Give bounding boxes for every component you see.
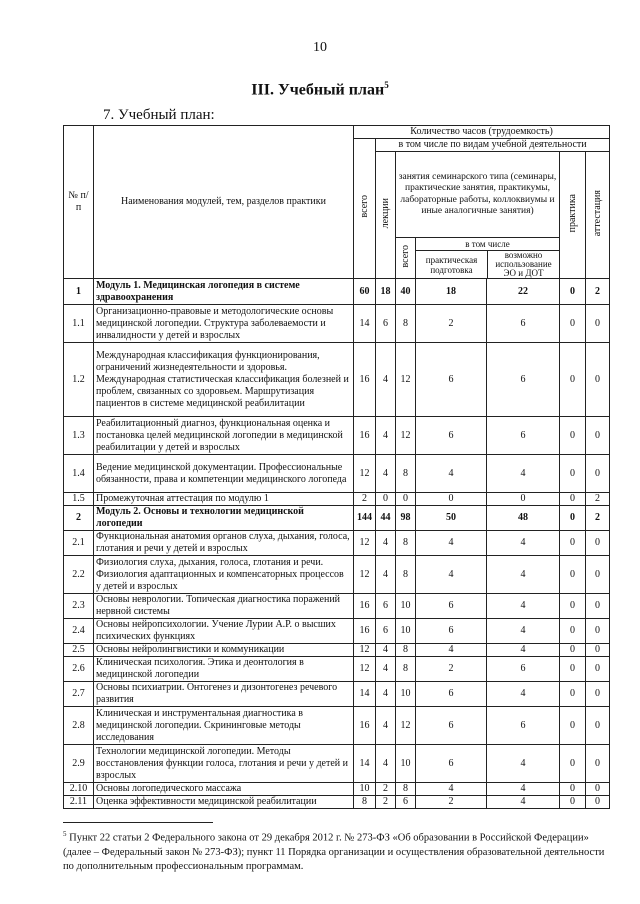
cell-total: 12 [354,657,376,682]
cell-name: Основы логопедического массажа [94,783,354,796]
page-number: 10 [313,40,327,55]
cell-num: 2 [64,506,94,531]
cell-pp: 4 [416,644,487,657]
table-row [64,707,610,745]
header-seminar: занятия семинарского типа (семинары, практические занятия, практикумы, лабораторные работы, коллоквиумы и иные аналогичные занятия) [396,152,560,238]
cell-sem: 12 [396,707,416,745]
cell-pr: 0 [560,531,586,556]
cell-total: 2 [354,493,376,506]
header-eo-dot: возможно использование ЭО и ДОТ [495,250,552,278]
cell-att: 0 [586,455,610,493]
cell-sem: 8 [396,657,416,682]
cell-total: 14 [354,745,376,783]
cell-lect: 4 [376,745,396,783]
table-row [64,305,610,343]
table-row [64,644,610,657]
cell-name: Клиническая и инструментальная диагностика в медицинской логопедии. Скрининговые методы исследования [94,707,354,745]
cell-att: 2 [586,279,610,305]
cell-sem: 8 [396,305,416,343]
cell-eo: 4 [487,594,560,619]
cell-eo: 6 [487,305,560,343]
cell-lect: 2 [376,796,396,809]
cell-pp: 2 [416,305,487,343]
cell-num: 2.1 [64,531,94,556]
cell-num: 2.6 [64,657,94,682]
curriculum-table [63,125,610,809]
header-lekcii-label: лекции [379,197,391,229]
cell-total: 16 [354,417,376,455]
header-vsego2-label: всего [399,244,411,268]
cell-eo: 4 [487,556,560,594]
table-row [64,506,610,531]
cell-name: Физиология слуха, дыхания, голоса, глотания и речи. Физиология адаптационных и компенсаторных процессов у детей и взрослых [94,556,354,594]
cell-name: Международная классификация функционирования, ограничений жизнедеятельности и здоровья. Международная статистическая классификация болезней и проблем, связанных со здоровьем. Маршрутизация пациентов в системе медицинской реабилитации [94,343,354,417]
cell-eo: 6 [487,417,560,455]
header-incl-types: в том числе по видам учебной деятельности [376,139,610,152]
cell-num: 2.5 [64,644,94,657]
cell-total: 12 [354,556,376,594]
header-total-hours: Количество часов (трудоемкость) [354,126,610,139]
cell-name: Основы психиатрии. Онтогенез и дизонтогенез речевого развития [94,682,354,707]
cell-pp: 6 [416,343,487,417]
cell-sem: 10 [396,745,416,783]
cell-att: 0 [586,531,610,556]
cell-total: 16 [354,707,376,745]
cell-name: Ведение медицинской документации. Профессиональные обязанности, права и компетенции медицинского логопеда [94,455,354,493]
header-num: № п/п [64,126,94,279]
cell-pr: 0 [560,417,586,455]
cell-lect: 4 [376,644,396,657]
table-row [64,657,610,682]
cell-lect: 4 [376,556,396,594]
cell-eo: 6 [487,343,560,417]
cell-total: 16 [354,343,376,417]
cell-lect: 18 [376,279,396,305]
cell-lect: 4 [376,657,396,682]
cell-num: 2.9 [64,745,94,783]
cell-att: 2 [586,493,610,506]
cell-eo: 22 [487,279,560,305]
cell-num: 2.10 [64,783,94,796]
cell-sem: 8 [396,644,416,657]
cell-pr: 0 [560,682,586,707]
cell-total: 14 [354,305,376,343]
cell-num: 2.4 [64,619,94,644]
header-lekcii [376,152,396,279]
cell-pp: 4 [416,531,487,556]
cell-num: 1.3 [64,417,94,455]
cell-num: 2.3 [64,594,94,619]
cell-pp: 2 [416,796,487,809]
cell-pr: 0 [560,707,586,745]
footnote-rule [63,822,213,823]
header-incl-group [416,238,560,279]
cell-lect: 6 [376,305,396,343]
cell-num: 2.8 [64,707,94,745]
table-row [64,455,610,493]
cell-lect: 6 [376,619,396,644]
cell-att: 0 [586,707,610,745]
cell-pp: 6 [416,745,487,783]
cell-name: Основы неврологии. Топическая диагностика поражений нервной системы [94,594,354,619]
cell-num: 2.7 [64,682,94,707]
cell-att: 0 [586,644,610,657]
cell-pr: 0 [560,493,586,506]
cell-eo: 48 [487,506,560,531]
cell-sem: 40 [396,279,416,305]
cell-pp: 6 [416,619,487,644]
cell-total: 12 [354,531,376,556]
cell-pp: 6 [416,417,487,455]
cell-att: 0 [586,657,610,682]
cell-att: 0 [586,745,610,783]
cell-lect: 44 [376,506,396,531]
cell-num: 2.11 [64,796,94,809]
cell-pp: 6 [416,682,487,707]
table-row [64,619,610,644]
cell-eo: 6 [487,657,560,682]
cell-att: 0 [586,556,610,594]
cell-name: Модуль 1. Медицинская логопедия в системе здравоохранения [94,279,354,305]
footnote [63,827,611,874]
cell-total: 16 [354,619,376,644]
cell-total: 14 [354,682,376,707]
cell-eo: 4 [487,796,560,809]
cell-total: 12 [354,644,376,657]
header-vsego [354,139,376,279]
cell-total: 8 [354,796,376,809]
header-praktika [560,152,586,279]
table-row [64,417,610,455]
cell-total: 10 [354,783,376,796]
header-praktika-label: практика [566,193,578,233]
cell-pr: 0 [560,343,586,417]
cell-name: Технологии медицинской логопедии. Методы восстановления функции голоса, глотания и речи у детей и взрослых [94,745,354,783]
cell-lect: 4 [376,455,396,493]
cell-att: 0 [586,796,610,809]
cell-name: Основы нейролингвистики и коммуникации [94,644,354,657]
cell-pr: 0 [560,619,586,644]
cell-eo: 4 [487,619,560,644]
table-row [64,493,610,506]
cell-sem: 12 [396,417,416,455]
table-body [64,279,610,809]
cell-num: 2.2 [64,556,94,594]
table-row [64,682,610,707]
cell-lect: 4 [376,343,396,417]
cell-name: Основы нейропсихологии. Учение Лурии А.Р. о высших психических функциях [94,619,354,644]
cell-sem: 0 [396,493,416,506]
cell-eo: 4 [487,455,560,493]
cell-lect: 4 [376,707,396,745]
cell-num: 1 [64,279,94,305]
cell-pp: 4 [416,455,487,493]
table-row [64,556,610,594]
cell-pr: 0 [560,279,586,305]
cell-pr: 0 [560,506,586,531]
cell-lect: 4 [376,682,396,707]
cell-att: 0 [586,682,610,707]
cell-num: 1.5 [64,493,94,506]
table-row [64,594,610,619]
cell-sem: 6 [396,796,416,809]
cell-num: 1.2 [64,343,94,417]
cell-lect: 4 [376,417,396,455]
cell-eo: 4 [487,644,560,657]
cell-pr: 0 [560,305,586,343]
header-attest-label: аттестация [591,189,603,237]
cell-pp: 6 [416,594,487,619]
header-incl: в том числе [416,238,559,251]
cell-name: Реабилитационный диагноз, функциональная оценка и постановка целей медицинской логопедии в медицинской реабилитации у детей и взрослых [94,417,354,455]
cell-name: Функциональная анатомия органов слуха, дыхания, голоса, глотания и речи у детей и взрослых [94,531,354,556]
cell-sem: 98 [396,506,416,531]
cell-att: 2 [586,506,610,531]
header-name: Наименования модулей, тем, разделов практики [94,126,354,279]
cell-eo: 4 [487,531,560,556]
cell-name: Организационно-правовые и методологические основы медицинской логопедии. Структура заболеваемости и инвалидности у детей и взрослых [94,305,354,343]
cell-pr: 0 [560,556,586,594]
cell-pr: 0 [560,644,586,657]
section-title-text: III. Учебный план [251,81,385,99]
cell-eo: 0 [487,493,560,506]
cell-num: 1.1 [64,305,94,343]
cell-eo: 4 [487,783,560,796]
cell-eo: 4 [487,682,560,707]
cell-pp: 50 [416,506,487,531]
footnote-text: Пункт 22 статьи 2 Федерального закона от 29 декабря 2012 г. № 273-ФЗ «Об образовании в Российской Федерации» (далее – Федеральный закон № 273-ФЗ); пункт 11 Порядка организации и осуществления образовательной деятельности по дополнительным профессиональным программам. [63,832,605,872]
cell-total: 60 [354,279,376,305]
cell-name: Оценка эффективности медицинской реабилитации [94,796,354,809]
cell-sem: 8 [396,783,416,796]
header-attest [586,152,610,279]
cell-att: 0 [586,783,610,796]
cell-pp: 6 [416,707,487,745]
cell-pr: 0 [560,783,586,796]
cell-total: 12 [354,455,376,493]
cell-name: Клиническая психология. Этика и деонтология в медицинской логопедии [94,657,354,682]
cell-pr: 0 [560,455,586,493]
cell-eo: 4 [487,745,560,783]
table-row [64,531,610,556]
header-vsego-label: всего [358,195,370,218]
cell-att: 0 [586,417,610,455]
cell-sem: 8 [396,556,416,594]
table-row [64,343,610,417]
cell-num: 1.4 [64,455,94,493]
footnote-mark: 5 [63,830,67,838]
cell-pr: 0 [560,594,586,619]
cell-total: 16 [354,594,376,619]
subtitle: 7. Учебный план: [103,107,215,123]
header-vsego2 [396,238,416,279]
cell-lect: 4 [376,531,396,556]
cell-pr: 0 [560,796,586,809]
section-title [0,80,640,99]
cell-sem: 8 [396,455,416,493]
header-prakt-podg: практическая подготовка [416,251,488,278]
cell-pp: 0 [416,493,487,506]
cell-att: 0 [586,594,610,619]
table-row [64,783,610,796]
footnote-reference[interactable]: 5 [384,80,389,90]
cell-pp: 18 [416,279,487,305]
table-row [64,279,610,305]
cell-att: 0 [586,305,610,343]
cell-pp: 4 [416,556,487,594]
cell-eo: 6 [487,707,560,745]
cell-att: 0 [586,343,610,417]
cell-sem: 8 [396,531,416,556]
cell-total: 144 [354,506,376,531]
table-row [64,745,610,783]
cell-sem: 10 [396,619,416,644]
cell-lect: 6 [376,594,396,619]
cell-pp: 4 [416,783,487,796]
cell-pr: 0 [560,657,586,682]
cell-pp: 2 [416,657,487,682]
cell-sem: 12 [396,343,416,417]
cell-lect: 2 [376,783,396,796]
cell-sem: 10 [396,594,416,619]
cell-sem: 10 [396,682,416,707]
cell-att: 0 [586,619,610,644]
cell-name: Модуль 2. Основы и технологии медицинской логопедии [94,506,354,531]
cell-name: Промежуточная аттестация по модулю 1 [94,493,354,506]
cell-pr: 0 [560,745,586,783]
table-row [64,796,610,809]
table-header [64,126,610,279]
cell-lect: 0 [376,493,396,506]
